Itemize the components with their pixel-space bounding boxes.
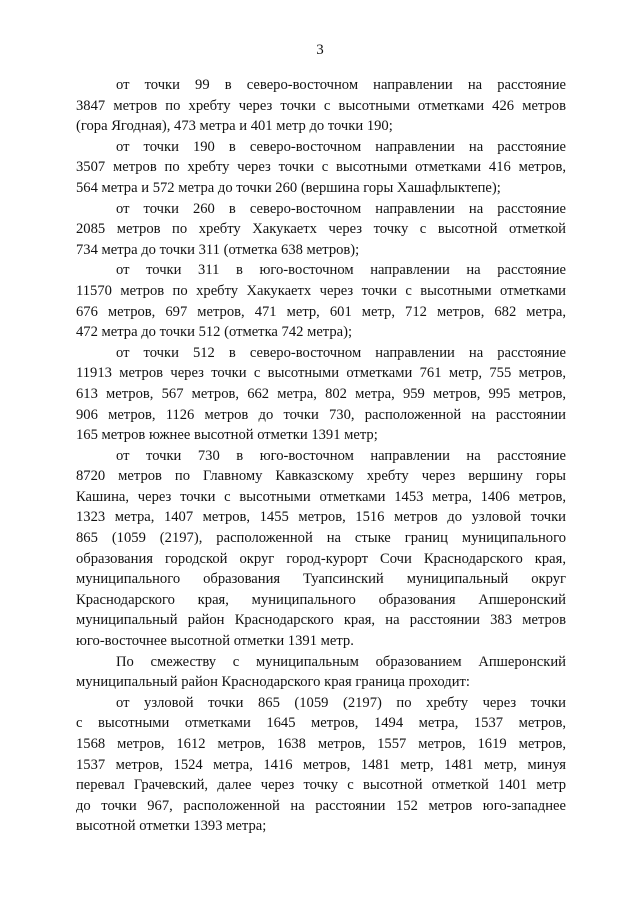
text-line: 8720 метров по Главному Кавказскому хребту через вершину горы (76, 468, 566, 485)
page-number: 3 (316, 42, 324, 58)
text-line: 1568 метров, 1612 метров, 1638 метров, 1557 метров, 1619 метров, (76, 736, 566, 752)
text-line: По смежеству с муниципальным образованием Апшеронский (116, 653, 566, 670)
text-line: от точки 730 в юго-восточном направлении на расстояние (116, 447, 566, 464)
text-line: (гора Ягодная), 473 метра и 401 метр до точки 190; (76, 118, 393, 135)
text-line: муниципальный район Краснодарского края, на расстоянии 383 метров (76, 612, 566, 629)
text-line: 165 метров южнее высотной отметки 1391 метр; (76, 427, 378, 444)
document-body (76, 75, 566, 837)
text-line: образования городской округ город-курорт Сочи Краснодарского края, (76, 550, 566, 567)
text-line: 11913 метров через точки с высотными отметками 761 метр, 755 метров, (76, 365, 566, 382)
text-line: 676 метров, 697 метров, 471 метр, 601 метр, 712 метров, 682 метра, (76, 303, 566, 320)
text-line: 734 метра до точки 311 (отметка 638 метров); (76, 241, 360, 258)
text-line: 1323 метра, 1407 метров, 1455 метров, 1516 метров до узловой точки (76, 509, 566, 526)
text-line: 906 метров, 1126 метров до точки 730, расположенной на расстоянии (76, 406, 566, 423)
text-line: 564 метра и 572 метра до точки 260 (вершина горы Хашафлыктепе); (76, 179, 501, 196)
paragraph (76, 260, 566, 342)
text-line: муниципальный район Краснодарского края граница проходит: (76, 674, 470, 691)
text-line: 472 метра до точки 512 (отметка 742 метра); (76, 324, 353, 341)
text-line: высотной отметки 1393 метра; (76, 818, 267, 835)
text-line: от точки 190 в северо-восточном направлении на расстояние (116, 138, 566, 155)
text-line: 1537 метров, 1524 метра, 1416 метров, 1481 метр, 1481 метр, минуя (76, 756, 566, 773)
text-line: от точки 99 в северо-восточном направлении на расстояние (116, 77, 566, 93)
text-line: 3507 метров по хребту через точки с высотными отметками 416 метров, (76, 159, 566, 176)
paragraph (76, 75, 566, 137)
text-line: 613 метров, 567 метров, 662 метра, 802 метра, 959 метров, 995 метров, (76, 385, 566, 402)
text-line: с высотными отметками 1645 метров, 1494 метра, 1537 метров, (76, 715, 566, 732)
paragraph (76, 137, 566, 199)
paragraph (76, 199, 566, 261)
text-line: от узловой точки 865 (1059 (2197) по хребту через точки (116, 694, 566, 711)
paragraph (76, 446, 566, 652)
text-line: от точки 260 в северо-восточном направлении на расстояние (116, 200, 566, 217)
text-line: от точки 311 в юго-восточном направлении на расстояние (116, 262, 566, 279)
text-line: муниципального образования Туапсинский муниципальный округ (76, 571, 566, 588)
text-line: 11570 метров по хребту Хакукаетх через точки с высотными отметками (76, 282, 566, 299)
text-line: Кашина, через точки с высотными отметками 1453 метра, 1406 метров, (76, 488, 566, 505)
paragraph (76, 693, 566, 837)
text-line: перевал Грачевский, далее через точку с высотной отметкой 1401 метр (76, 777, 566, 794)
paragraph (76, 343, 566, 446)
text-line: до точки 967, расположенной на расстоянии 152 метров юго-западнее (76, 797, 566, 814)
text-line: 2085 метров по хребту Хакукаетх через точку с высотной отметкой (76, 221, 566, 238)
text-line: 865 (1059 (2197), расположенной на стыке границ муниципального (76, 530, 566, 547)
paragraph (76, 652, 566, 693)
text-line: Краснодарского края, муниципального образования Апшеронский (76, 591, 566, 608)
text-line: 3847 метров по хребту через точки с высотными отметками 426 метров (76, 97, 566, 114)
text-line: юго-восточнее высотной отметки 1391 метр. (76, 633, 354, 650)
text-line: от точки 512 в северо-восточном направлении на расстояние (116, 344, 566, 361)
